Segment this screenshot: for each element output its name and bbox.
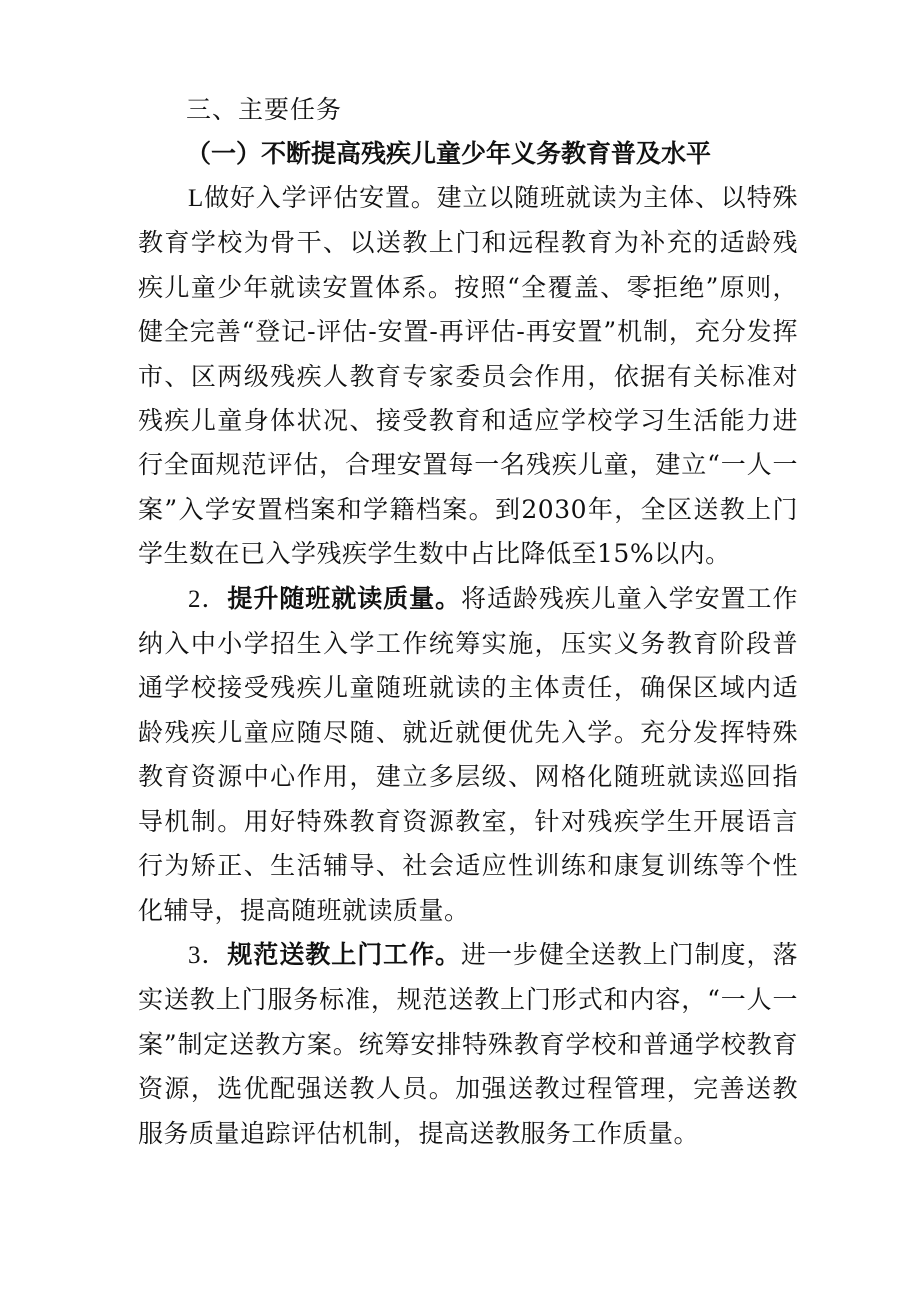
item-lead: 规范送教上门工作。 — [227, 939, 462, 969]
item-lead: 提升随班就读质量。 — [227, 583, 462, 613]
item-number: 3． — [188, 941, 228, 969]
item-number: L — [188, 185, 204, 212]
item-body: 建立以随班就读为主体、以特殊教育学校为骨干、以送教上门和远程教育为补充的适龄残疾儿童少年就读安置体系。按照“全覆盖、零拒绝”原则，健全完善“登记-评估-安置-再评估-再安置”机制，充分发挥市、区两级残疾人教育专家委员会作用，依据有关标准对残疾儿童身体状况、接受教育和适应学校学习生活能力进行全面规范评估，合理安置每一名残疾儿童，建立“一人一案”入学安置档案和学籍档案。到2030年，全区送教上门学生数在已入学残疾学生数中占比降低至15%以内。 — [138, 183, 798, 569]
subsection-heading: （一）不断提高残疾儿童少年义务教育普及水平 — [186, 139, 712, 168]
paragraph-item-2 — [138, 577, 798, 933]
item-lead: 做好入学评估安置。 — [203, 183, 437, 212]
document-page — [138, 88, 798, 1156]
paragraph-item-1 — [138, 176, 798, 577]
item-body: 进一步健全送教上门制度，落实送教上门服务标准，规范送教上门形式和内容，“一人一案”制定送教方案。统筹安排特殊教育学校和普通学校教育资源，选优配强送教人员。加强送教过程管理，完善送教服务质量追踪评估机制，提高送教服务工作质量。 — [138, 939, 798, 1148]
paragraph-item-3 — [138, 933, 798, 1156]
item-number: 2． — [188, 585, 228, 613]
section-heading: 三、主要任务 — [186, 95, 343, 124]
item-body: 将适龄残疾儿童入学安置工作纳入中小学招生入学工作统筹实施，压实义务教育阶段普通学校接受残疾儿童随班就读的主体责任，确保区域内适龄残疾儿童应随尽随、就近就便优先入学。充分发挥特殊教育资源中心作用，建立多层级、网格化随班就读巡回指导机制。用好特殊教育资源教室，针对残疾学生开展语言行为矫正、生活辅导、社会适应性训练和康复训练等个性化辅导，提高随班就读质量。 — [138, 583, 798, 925]
